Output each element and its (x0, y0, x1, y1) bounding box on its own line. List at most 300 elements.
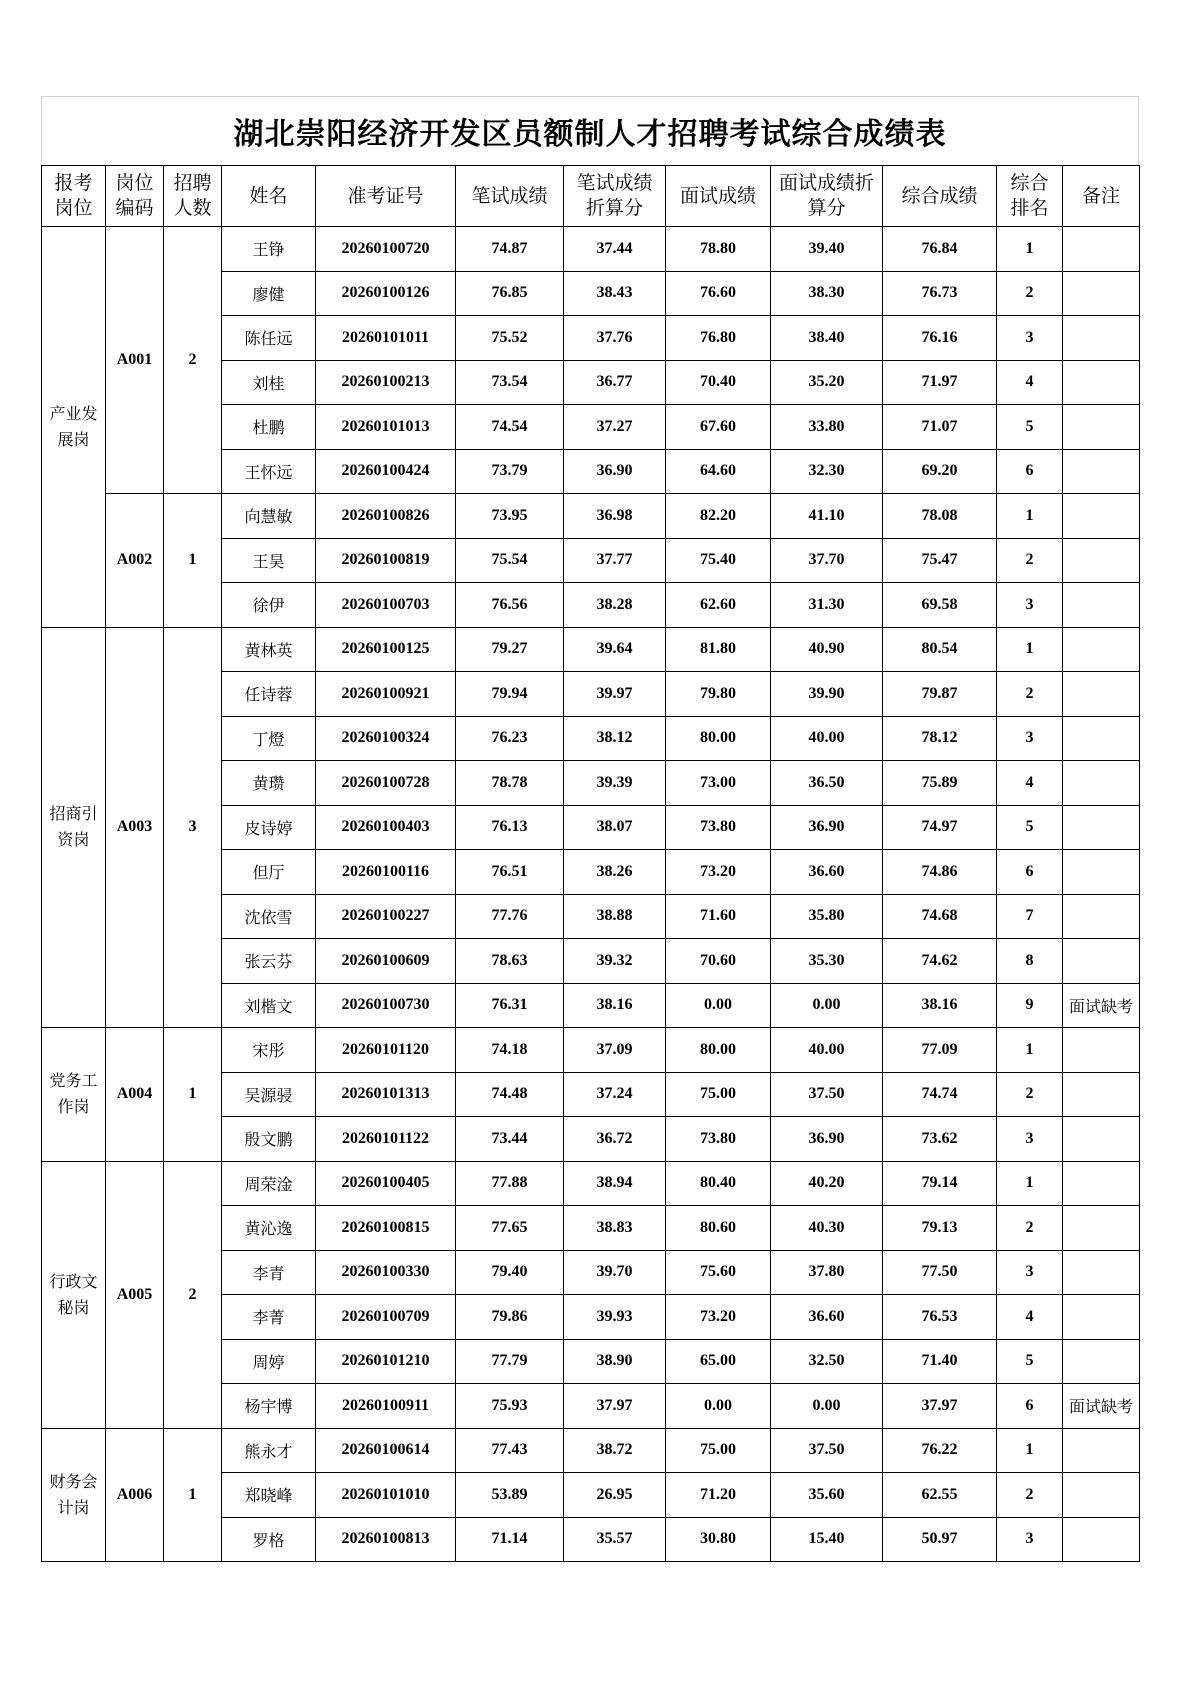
code-cell: A002 (106, 494, 164, 628)
interview-cell: 79.80 (666, 672, 771, 717)
table-row (42, 494, 1140, 539)
written-cell: 74.54 (456, 405, 564, 450)
note-cell (1063, 805, 1140, 850)
total-cell: 75.47 (883, 538, 997, 583)
ticket-cell: 20260100125 (316, 627, 456, 672)
interview-cell: 67.60 (666, 405, 771, 450)
ticket-cell: 20260101120 (316, 1028, 456, 1073)
written-conv-cell: 38.90 (564, 1339, 666, 1384)
interview-conv-cell: 36.50 (771, 761, 883, 806)
name-cell: 杨宇博 (222, 1384, 316, 1429)
header-note: 备注 (1063, 166, 1140, 227)
interview-conv-cell: 36.60 (771, 1295, 883, 1340)
note-cell (1063, 271, 1140, 316)
interview-cell: 73.00 (666, 761, 771, 806)
quota-cell: 3 (164, 627, 222, 1028)
interview-conv-cell: 36.90 (771, 1117, 883, 1162)
quota-cell: 1 (164, 1428, 222, 1562)
written-conv-cell: 39.64 (564, 627, 666, 672)
interview-cell: 70.40 (666, 360, 771, 405)
total-cell: 74.97 (883, 805, 997, 850)
total-cell: 37.97 (883, 1384, 997, 1429)
name-cell: 王昊 (222, 538, 316, 583)
name-cell: 李菁 (222, 1295, 316, 1340)
interview-cell: 73.80 (666, 805, 771, 850)
note-cell (1063, 939, 1140, 984)
name-cell: 王铮 (222, 227, 316, 272)
total-cell: 71.07 (883, 405, 997, 450)
ticket-cell: 20260100703 (316, 583, 456, 628)
name-cell: 黄林英 (222, 627, 316, 672)
ticket-cell: 20260100330 (316, 1250, 456, 1295)
note-cell (1063, 405, 1140, 450)
ticket-cell: 20260100709 (316, 1295, 456, 1340)
name-cell: 周荣淦 (222, 1161, 316, 1206)
ticket-cell: 20260100405 (316, 1161, 456, 1206)
total-cell: 79.14 (883, 1161, 997, 1206)
header-post: 报考 岗位 (42, 166, 106, 227)
interview-conv-cell: 41.10 (771, 494, 883, 539)
note-cell (1063, 1206, 1140, 1251)
ticket-cell: 20260100720 (316, 227, 456, 272)
interview-cell: 71.60 (666, 894, 771, 939)
interview-cell: 73.20 (666, 850, 771, 895)
note-cell (1063, 583, 1140, 628)
note-cell (1063, 227, 1140, 272)
written-conv-cell: 39.32 (564, 939, 666, 984)
ticket-cell: 20260100213 (316, 360, 456, 405)
ticket-cell: 20260101122 (316, 1117, 456, 1162)
name-cell: 但厅 (222, 850, 316, 895)
header-interview-conv: 面试成绩折 算分 (771, 166, 883, 227)
ticket-cell: 20260100728 (316, 761, 456, 806)
page-title: 湖北崇阳经济开发区员额制人才招聘考试综合成绩表 (233, 117, 947, 152)
header-code: 岗位 编码 (106, 166, 164, 227)
rank-cell: 1 (997, 627, 1063, 672)
written-cell: 76.31 (456, 983, 564, 1028)
written-conv-cell: 38.07 (564, 805, 666, 850)
name-cell: 刘楷文 (222, 983, 316, 1028)
ticket-cell: 20260100614 (316, 1428, 456, 1473)
note-cell (1063, 716, 1140, 761)
rank-cell: 2 (997, 1206, 1063, 1251)
total-cell: 76.53 (883, 1295, 997, 1340)
note-cell (1063, 1428, 1140, 1473)
rank-cell: 2 (997, 672, 1063, 717)
written-cell: 73.95 (456, 494, 564, 539)
written-conv-cell: 38.88 (564, 894, 666, 939)
table-body (42, 227, 1140, 1562)
total-cell: 74.86 (883, 850, 997, 895)
written-conv-cell: 37.09 (564, 1028, 666, 1073)
written-conv-cell: 37.27 (564, 405, 666, 450)
interview-conv-cell: 36.60 (771, 850, 883, 895)
code-cell: A003 (106, 627, 164, 1028)
total-cell: 74.74 (883, 1072, 997, 1117)
note-cell (1063, 1517, 1140, 1562)
rank-cell: 3 (997, 316, 1063, 361)
ticket-cell: 20260100826 (316, 494, 456, 539)
interview-cell: 80.40 (666, 1161, 771, 1206)
interview-cell: 62.60 (666, 583, 771, 628)
total-cell: 71.40 (883, 1339, 997, 1384)
ticket-cell: 20260100116 (316, 850, 456, 895)
rank-cell: 6 (997, 449, 1063, 494)
interview-conv-cell: 40.30 (771, 1206, 883, 1251)
interview-cell: 75.40 (666, 538, 771, 583)
written-conv-cell: 35.57 (564, 1517, 666, 1562)
written-conv-cell: 37.97 (564, 1384, 666, 1429)
total-cell: 73.62 (883, 1117, 997, 1162)
note-cell (1063, 761, 1140, 806)
written-cell: 75.54 (456, 538, 564, 583)
note-cell (1063, 1072, 1140, 1117)
total-cell: 69.58 (883, 583, 997, 628)
interview-conv-cell: 38.30 (771, 271, 883, 316)
ticket-cell: 20260100403 (316, 805, 456, 850)
code-cell: A004 (106, 1028, 164, 1162)
written-conv-cell: 26.95 (564, 1473, 666, 1518)
interview-conv-cell: 0.00 (771, 1384, 883, 1429)
written-conv-cell: 38.28 (564, 583, 666, 628)
note-cell (1063, 1295, 1140, 1340)
interview-conv-cell: 38.40 (771, 316, 883, 361)
name-cell: 周婷 (222, 1339, 316, 1384)
total-cell: 62.55 (883, 1473, 997, 1518)
name-cell: 徐伊 (222, 583, 316, 628)
interview-conv-cell: 31.30 (771, 583, 883, 628)
rank-cell: 1 (997, 1161, 1063, 1206)
rank-cell: 4 (997, 360, 1063, 405)
note-cell (1063, 316, 1140, 361)
rank-cell: 1 (997, 1428, 1063, 1473)
written-conv-cell: 38.12 (564, 716, 666, 761)
written-conv-cell: 38.26 (564, 850, 666, 895)
written-cell: 76.51 (456, 850, 564, 895)
code-cell: A005 (106, 1161, 164, 1428)
ticket-cell: 20260100921 (316, 672, 456, 717)
written-cell: 74.18 (456, 1028, 564, 1073)
post-cell: 财务会 计岗 (42, 1428, 106, 1562)
total-cell: 76.16 (883, 316, 997, 361)
rank-cell: 9 (997, 983, 1063, 1028)
interview-conv-cell: 37.50 (771, 1072, 883, 1117)
written-conv-cell: 36.77 (564, 360, 666, 405)
quota-cell: 1 (164, 1028, 222, 1162)
name-cell: 宋彤 (222, 1028, 316, 1073)
note-cell: 面试缺考 (1063, 983, 1140, 1028)
interview-conv-cell: 39.40 (771, 227, 883, 272)
interview-cell: 64.60 (666, 449, 771, 494)
rank-cell: 2 (997, 271, 1063, 316)
ticket-cell: 20260100911 (316, 1384, 456, 1429)
note-cell (1063, 850, 1140, 895)
written-cell: 76.56 (456, 583, 564, 628)
total-cell: 80.54 (883, 627, 997, 672)
written-conv-cell: 36.72 (564, 1117, 666, 1162)
note-cell: 面试缺考 (1063, 1384, 1140, 1429)
total-cell: 76.73 (883, 271, 997, 316)
table-row (42, 227, 1140, 272)
header-interview: 面试成绩 (666, 166, 771, 227)
total-cell: 71.97 (883, 360, 997, 405)
header-written: 笔试成绩 (456, 166, 564, 227)
interview-conv-cell: 40.00 (771, 1028, 883, 1073)
name-cell: 王怀远 (222, 449, 316, 494)
rank-cell: 3 (997, 1250, 1063, 1295)
code-cell: A001 (106, 227, 164, 494)
rank-cell: 5 (997, 405, 1063, 450)
name-cell: 殷文鹏 (222, 1117, 316, 1162)
interview-cell: 80.00 (666, 716, 771, 761)
written-cell: 76.85 (456, 271, 564, 316)
note-cell (1063, 1117, 1140, 1162)
ticket-cell: 20260100424 (316, 449, 456, 494)
rank-cell: 1 (997, 494, 1063, 539)
post-cell: 党务工 作岗 (42, 1028, 106, 1162)
rank-cell: 6 (997, 850, 1063, 895)
total-cell: 77.50 (883, 1250, 997, 1295)
note-cell (1063, 1250, 1140, 1295)
name-cell: 刘桂 (222, 360, 316, 405)
note-cell (1063, 894, 1140, 939)
written-cell: 73.54 (456, 360, 564, 405)
ticket-cell: 20260100227 (316, 894, 456, 939)
note-cell (1063, 538, 1140, 583)
rank-cell: 3 (997, 1117, 1063, 1162)
ticket-cell: 20260101011 (316, 316, 456, 361)
interview-cell: 0.00 (666, 1384, 771, 1429)
name-cell: 杜鹏 (222, 405, 316, 450)
total-cell: 74.62 (883, 939, 997, 984)
written-cell: 79.40 (456, 1250, 564, 1295)
post-cell: 招商引 资岗 (42, 627, 106, 1028)
written-cell: 77.88 (456, 1161, 564, 1206)
rank-cell: 6 (997, 1384, 1063, 1429)
written-cell: 75.93 (456, 1384, 564, 1429)
rank-cell: 5 (997, 805, 1063, 850)
interview-cell: 75.00 (666, 1072, 771, 1117)
written-cell: 71.14 (456, 1517, 564, 1562)
interview-cell: 82.20 (666, 494, 771, 539)
total-cell: 69.20 (883, 449, 997, 494)
written-cell: 78.63 (456, 939, 564, 984)
written-cell: 79.94 (456, 672, 564, 717)
interview-cell: 65.00 (666, 1339, 771, 1384)
total-cell: 75.89 (883, 761, 997, 806)
interview-cell: 75.60 (666, 1250, 771, 1295)
interview-cell: 78.80 (666, 227, 771, 272)
ticket-cell: 20260100813 (316, 1517, 456, 1562)
total-cell: 76.84 (883, 227, 997, 272)
written-conv-cell: 38.43 (564, 271, 666, 316)
header-quota: 招聘 人数 (164, 166, 222, 227)
interview-conv-cell: 37.80 (771, 1250, 883, 1295)
written-conv-cell: 39.93 (564, 1295, 666, 1340)
total-cell: 38.16 (883, 983, 997, 1028)
note-cell (1063, 627, 1140, 672)
rank-cell: 1 (997, 1028, 1063, 1073)
rank-cell: 1 (997, 227, 1063, 272)
name-cell: 丁燈 (222, 716, 316, 761)
name-cell: 熊永才 (222, 1428, 316, 1473)
ticket-cell: 20260100126 (316, 271, 456, 316)
note-cell (1063, 672, 1140, 717)
interview-cell: 73.20 (666, 1295, 771, 1340)
header-row (42, 166, 1140, 227)
written-cell: 78.78 (456, 761, 564, 806)
written-cell: 74.48 (456, 1072, 564, 1117)
rank-cell: 4 (997, 761, 1063, 806)
written-conv-cell: 37.76 (564, 316, 666, 361)
written-conv-cell: 36.90 (564, 449, 666, 494)
interview-cell: 80.60 (666, 1206, 771, 1251)
ticket-cell: 20260100815 (316, 1206, 456, 1251)
written-cell: 77.43 (456, 1428, 564, 1473)
table-row (42, 1428, 1140, 1473)
ticket-cell: 20260100819 (316, 538, 456, 583)
interview-conv-cell: 36.90 (771, 805, 883, 850)
name-cell: 廖健 (222, 271, 316, 316)
ticket-cell: 20260100730 (316, 983, 456, 1028)
interview-conv-cell: 37.70 (771, 538, 883, 583)
total-cell: 78.12 (883, 716, 997, 761)
name-cell: 罗格 (222, 1517, 316, 1562)
header-total: 综合成绩 (883, 166, 997, 227)
ticket-cell: 20260101010 (316, 1473, 456, 1518)
name-cell: 皮诗婷 (222, 805, 316, 850)
total-cell: 79.87 (883, 672, 997, 717)
written-conv-cell: 39.97 (564, 672, 666, 717)
code-cell: A006 (106, 1428, 164, 1562)
written-cell: 77.79 (456, 1339, 564, 1384)
interview-cell: 0.00 (666, 983, 771, 1028)
rank-cell: 4 (997, 1295, 1063, 1340)
written-cell: 79.27 (456, 627, 564, 672)
name-cell: 李青 (222, 1250, 316, 1295)
post-cell: 产业发 展岗 (42, 227, 106, 628)
name-cell: 任诗蓉 (222, 672, 316, 717)
note-cell (1063, 1473, 1140, 1518)
total-cell: 78.08 (883, 494, 997, 539)
rank-cell: 5 (997, 1339, 1063, 1384)
total-cell: 50.97 (883, 1517, 997, 1562)
interview-cell: 76.60 (666, 271, 771, 316)
rank-cell: 2 (997, 538, 1063, 583)
written-cell: 77.65 (456, 1206, 564, 1251)
total-cell: 74.68 (883, 894, 997, 939)
interview-cell: 30.80 (666, 1517, 771, 1562)
interview-conv-cell: 39.90 (771, 672, 883, 717)
rank-cell: 2 (997, 1072, 1063, 1117)
note-cell (1063, 449, 1140, 494)
interview-cell: 76.80 (666, 316, 771, 361)
name-cell: 吴源骎 (222, 1072, 316, 1117)
written-conv-cell: 36.98 (564, 494, 666, 539)
written-conv-cell: 38.94 (564, 1161, 666, 1206)
interview-conv-cell: 37.50 (771, 1428, 883, 1473)
interview-cell: 71.20 (666, 1473, 771, 1518)
written-conv-cell: 38.72 (564, 1428, 666, 1473)
ticket-cell: 20260100609 (316, 939, 456, 984)
interview-conv-cell: 32.50 (771, 1339, 883, 1384)
note-cell (1063, 360, 1140, 405)
ticket-cell: 20260101313 (316, 1072, 456, 1117)
interview-conv-cell: 40.20 (771, 1161, 883, 1206)
written-cell: 75.52 (456, 316, 564, 361)
quota-cell: 2 (164, 227, 222, 494)
written-cell: 73.79 (456, 449, 564, 494)
ticket-cell: 20260100324 (316, 716, 456, 761)
note-cell (1063, 1028, 1140, 1073)
quota-cell: 2 (164, 1161, 222, 1428)
written-cell: 73.44 (456, 1117, 564, 1162)
quota-cell: 1 (164, 494, 222, 628)
name-cell: 黄瓒 (222, 761, 316, 806)
written-cell: 77.76 (456, 894, 564, 939)
interview-cell: 70.60 (666, 939, 771, 984)
interview-cell: 81.80 (666, 627, 771, 672)
written-cell: 76.13 (456, 805, 564, 850)
note-cell (1063, 494, 1140, 539)
name-cell: 沈依雪 (222, 894, 316, 939)
name-cell: 黄沁逸 (222, 1206, 316, 1251)
ticket-cell: 20260101210 (316, 1339, 456, 1384)
interview-cell: 75.00 (666, 1428, 771, 1473)
header-written-conv: 笔试成绩 折算分 (564, 166, 666, 227)
written-conv-cell: 37.77 (564, 538, 666, 583)
post-cell: 行政文 秘岗 (42, 1161, 106, 1428)
interview-conv-cell: 35.60 (771, 1473, 883, 1518)
table-row (42, 627, 1140, 672)
interview-conv-cell: 15.40 (771, 1517, 883, 1562)
written-cell: 74.87 (456, 227, 564, 272)
table-row (42, 1028, 1140, 1073)
header-rank: 综合 排名 (997, 166, 1063, 227)
interview-conv-cell: 0.00 (771, 983, 883, 1028)
header-name: 姓名 (222, 166, 316, 227)
interview-conv-cell: 35.20 (771, 360, 883, 405)
interview-conv-cell: 32.30 (771, 449, 883, 494)
written-cell: 79.86 (456, 1295, 564, 1340)
written-conv-cell: 39.39 (564, 761, 666, 806)
written-conv-cell: 37.44 (564, 227, 666, 272)
header-ticket: 准考证号 (316, 166, 456, 227)
total-cell: 77.09 (883, 1028, 997, 1073)
rank-cell: 2 (997, 1473, 1063, 1518)
rank-cell: 3 (997, 1517, 1063, 1562)
interview-cell: 73.80 (666, 1117, 771, 1162)
scores-table (41, 165, 1140, 1562)
total-cell: 79.13 (883, 1206, 997, 1251)
written-conv-cell: 37.24 (564, 1072, 666, 1117)
interview-cell: 80.00 (666, 1028, 771, 1073)
written-conv-cell: 39.70 (564, 1250, 666, 1295)
note-cell (1063, 1161, 1140, 1206)
written-cell: 76.23 (456, 716, 564, 761)
name-cell: 张云芬 (222, 939, 316, 984)
ticket-cell: 20260101013 (316, 405, 456, 450)
interview-conv-cell: 35.80 (771, 894, 883, 939)
note-cell (1063, 1339, 1140, 1384)
written-conv-cell: 38.16 (564, 983, 666, 1028)
written-conv-cell: 38.83 (564, 1206, 666, 1251)
title-box (41, 96, 1139, 165)
interview-conv-cell: 40.00 (771, 716, 883, 761)
table-row (42, 1161, 1140, 1206)
rank-cell: 3 (997, 716, 1063, 761)
rank-cell: 7 (997, 894, 1063, 939)
